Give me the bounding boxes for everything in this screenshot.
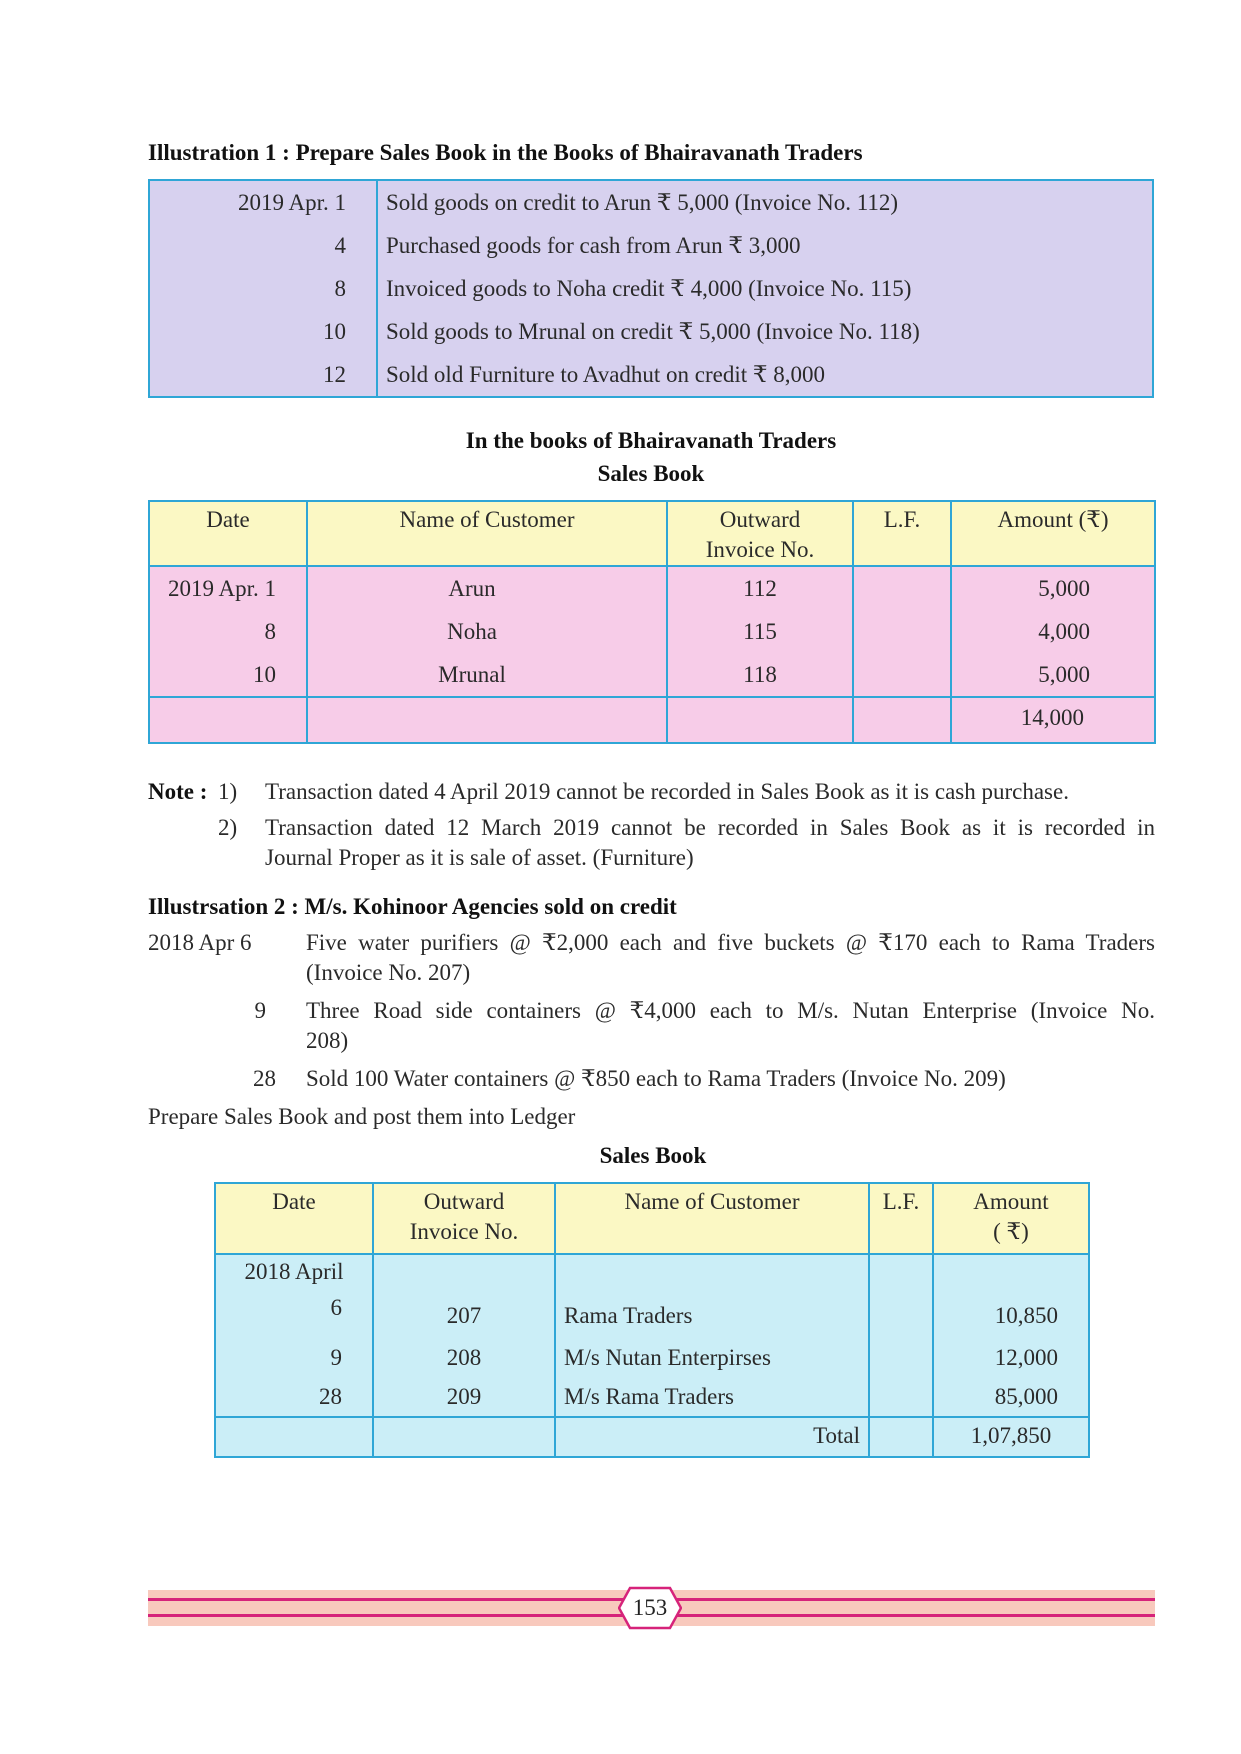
sales-book-1-table bbox=[148, 500, 1156, 744]
col-header-amount-line2: ( ₹) bbox=[993, 1219, 1029, 1244]
table-header-row bbox=[149, 501, 1155, 566]
transaction-date: 2019 Apr. 1 bbox=[149, 180, 377, 224]
empty-cell bbox=[555, 1254, 869, 1294]
cell-amount: 5,000 bbox=[951, 566, 1155, 610]
cell-lf bbox=[853, 653, 951, 697]
table-row bbox=[149, 653, 1155, 697]
transaction-date: 10 bbox=[149, 310, 377, 353]
sales-book-1-heading: Sales Book bbox=[597, 461, 705, 486]
cell-amount: 5,000 bbox=[951, 653, 1155, 697]
sales-book-2-heading: Sales Book bbox=[599, 1143, 707, 1168]
cell-amount: 12,000 bbox=[933, 1338, 1089, 1377]
col-header-invoice bbox=[373, 1183, 555, 1254]
transaction-particulars: Sold old Furniture to Avadhut on credit ₹ 8,000 bbox=[386, 362, 826, 387]
transaction-text: Three Road side containers @ ₹4,000 each to M/s. Nutan Enterprise (Invoice No. bbox=[306, 998, 1155, 1023]
illustration-2-title: Illustrsation 2 : M/s. Kohinoor Agencies sold on credit bbox=[148, 894, 677, 919]
table-row bbox=[149, 310, 1153, 353]
cell-date: 2019 Apr. 1 bbox=[149, 566, 307, 610]
cell-lf bbox=[853, 610, 951, 653]
total-empty-cell bbox=[667, 697, 853, 743]
illustration-1-title: Illustration 1 : Prepare Sales Book in the Books of Bhairavanath Traders bbox=[148, 140, 863, 165]
col-header-invoice-line2: Invoice No. bbox=[705, 537, 815, 562]
total-empty-cell bbox=[149, 697, 307, 743]
transaction-date: 28 bbox=[253, 1066, 276, 1091]
col-header-lf: L.F. bbox=[853, 501, 951, 566]
col-header-customer: Name of Customer bbox=[307, 501, 667, 566]
transaction-date: 9 bbox=[254, 998, 266, 1023]
cell-total-amount: 1,07,850 bbox=[933, 1417, 1089, 1457]
cell-invoice: 112 bbox=[667, 566, 853, 610]
table-row bbox=[149, 180, 1153, 224]
transaction-text-continued: 208) bbox=[306, 1028, 349, 1053]
col-header-amount-line1: Amount bbox=[973, 1189, 1049, 1214]
transaction-date: 4 bbox=[149, 224, 377, 267]
table-row bbox=[149, 566, 1155, 610]
illustration-1-transactions-table bbox=[148, 179, 1154, 398]
cell-lf bbox=[869, 1377, 933, 1417]
col-header-amount: Amount (₹) bbox=[951, 501, 1155, 566]
note-2-text: Transaction dated 12 March 2019 cannot be recorded in Sales Book as it is recorded in bbox=[265, 815, 1155, 840]
cell-customer: Mrunal bbox=[307, 653, 667, 697]
col-header-invoice-line1: Outward bbox=[719, 507, 801, 532]
cell-invoice: 209 bbox=[373, 1377, 555, 1417]
cell-lf bbox=[853, 566, 951, 610]
cell-lf bbox=[869, 1294, 933, 1338]
note-1-number: 1) bbox=[218, 779, 238, 804]
cell-month: 2018 April bbox=[215, 1254, 373, 1294]
transaction-text: Five water purifiers @ ₹2,000 each and five buckets @ ₹170 each to Rama Traders bbox=[306, 930, 1155, 955]
sales-book-1-heading-books-of: In the books of Bhairavanath Traders bbox=[465, 428, 837, 453]
table-row bbox=[149, 610, 1155, 653]
cell-date: 6 bbox=[215, 1294, 373, 1338]
col-header-customer: Name of Customer bbox=[555, 1183, 869, 1254]
cell-amount: 10,850 bbox=[933, 1294, 1089, 1338]
table-row bbox=[149, 267, 1153, 310]
note-label: Note : bbox=[148, 779, 208, 804]
table-total-row bbox=[215, 1417, 1089, 1457]
total-empty-cell bbox=[215, 1417, 373, 1457]
total-empty-cell bbox=[853, 697, 951, 743]
cell-customer: M/s Nutan Enterpirses bbox=[555, 1338, 869, 1377]
note-1-text: Transaction dated 4 April 2019 cannot be recorded in Sales Book as it is cash purchase. bbox=[265, 779, 1069, 804]
cell-date: 8 bbox=[149, 610, 307, 653]
table-row bbox=[149, 224, 1153, 267]
col-header-amount bbox=[933, 1183, 1089, 1254]
cell-total-amount: 14,000 bbox=[951, 697, 1155, 743]
cell-invoice: 118 bbox=[667, 653, 853, 697]
transaction-date: 12 bbox=[149, 353, 377, 397]
table-header-row bbox=[215, 1183, 1089, 1254]
transaction-particulars: Sold goods on credit to Arun ₹ 5,000 (Invoice No. 112) bbox=[386, 190, 899, 215]
transaction-date: 2018 Apr 6 bbox=[148, 930, 252, 955]
instruction-text: Prepare Sales Book and post them into Ledger bbox=[148, 1104, 576, 1129]
cell-customer: Noha bbox=[307, 610, 667, 653]
total-empty-cell bbox=[869, 1417, 933, 1457]
empty-cell bbox=[933, 1254, 1089, 1294]
col-header-lf: L.F. bbox=[869, 1183, 933, 1254]
cell-customer: Arun bbox=[307, 566, 667, 610]
table-total-row bbox=[149, 697, 1155, 743]
note-2-text-continued: Journal Proper as it is sale of asset. (Furniture) bbox=[265, 845, 694, 870]
col-header-date: Date bbox=[215, 1183, 373, 1254]
col-header-invoice-line2: Invoice No. bbox=[409, 1219, 519, 1244]
transaction-text: Sold 100 Water containers @ ₹850 each to Rama Traders (Invoice No. 209) bbox=[306, 1066, 1006, 1091]
total-empty-cell bbox=[307, 697, 667, 743]
transaction-text-continued: (Invoice No. 207) bbox=[306, 960, 471, 985]
note-2-number: 2) bbox=[218, 815, 238, 840]
page-number: 153 bbox=[632, 1595, 668, 1620]
cell-amount: 4,000 bbox=[951, 610, 1155, 653]
total-empty-cell bbox=[373, 1417, 555, 1457]
empty-cell bbox=[373, 1254, 555, 1294]
transaction-particulars: Purchased goods for cash from Arun ₹ 3,000 bbox=[386, 233, 801, 258]
cell-invoice: 208 bbox=[373, 1338, 555, 1377]
transaction-date: 8 bbox=[149, 267, 377, 310]
cell-invoice: 207 bbox=[373, 1294, 555, 1338]
cell-date: 10 bbox=[149, 653, 307, 697]
cell-customer: Rama Traders bbox=[555, 1294, 869, 1338]
cell-date: 28 bbox=[215, 1377, 373, 1417]
cell-date: 9 bbox=[215, 1338, 373, 1377]
table-row bbox=[215, 1338, 1089, 1377]
cell-lf bbox=[869, 1338, 933, 1377]
transaction-particulars: Invoiced goods to Noha credit ₹ 4,000 (Invoice No. 115) bbox=[386, 276, 912, 301]
table-row bbox=[149, 353, 1153, 397]
cell-total-label: Total bbox=[555, 1417, 869, 1457]
cell-invoice: 115 bbox=[667, 610, 853, 653]
cell-amount: 85,000 bbox=[933, 1377, 1089, 1417]
col-header-date: Date bbox=[149, 501, 307, 566]
col-header-invoice-line1: Outward bbox=[423, 1189, 505, 1214]
table-row bbox=[215, 1294, 1089, 1338]
col-header-invoice bbox=[667, 501, 853, 566]
table-row bbox=[215, 1254, 1089, 1294]
sales-book-2-table bbox=[214, 1182, 1090, 1458]
empty-cell bbox=[869, 1254, 933, 1294]
table-row bbox=[215, 1377, 1089, 1417]
transaction-particulars: Sold goods to Mrunal on credit ₹ 5,000 (Invoice No. 118) bbox=[386, 319, 920, 344]
cell-customer: M/s Rama Traders bbox=[555, 1377, 869, 1417]
